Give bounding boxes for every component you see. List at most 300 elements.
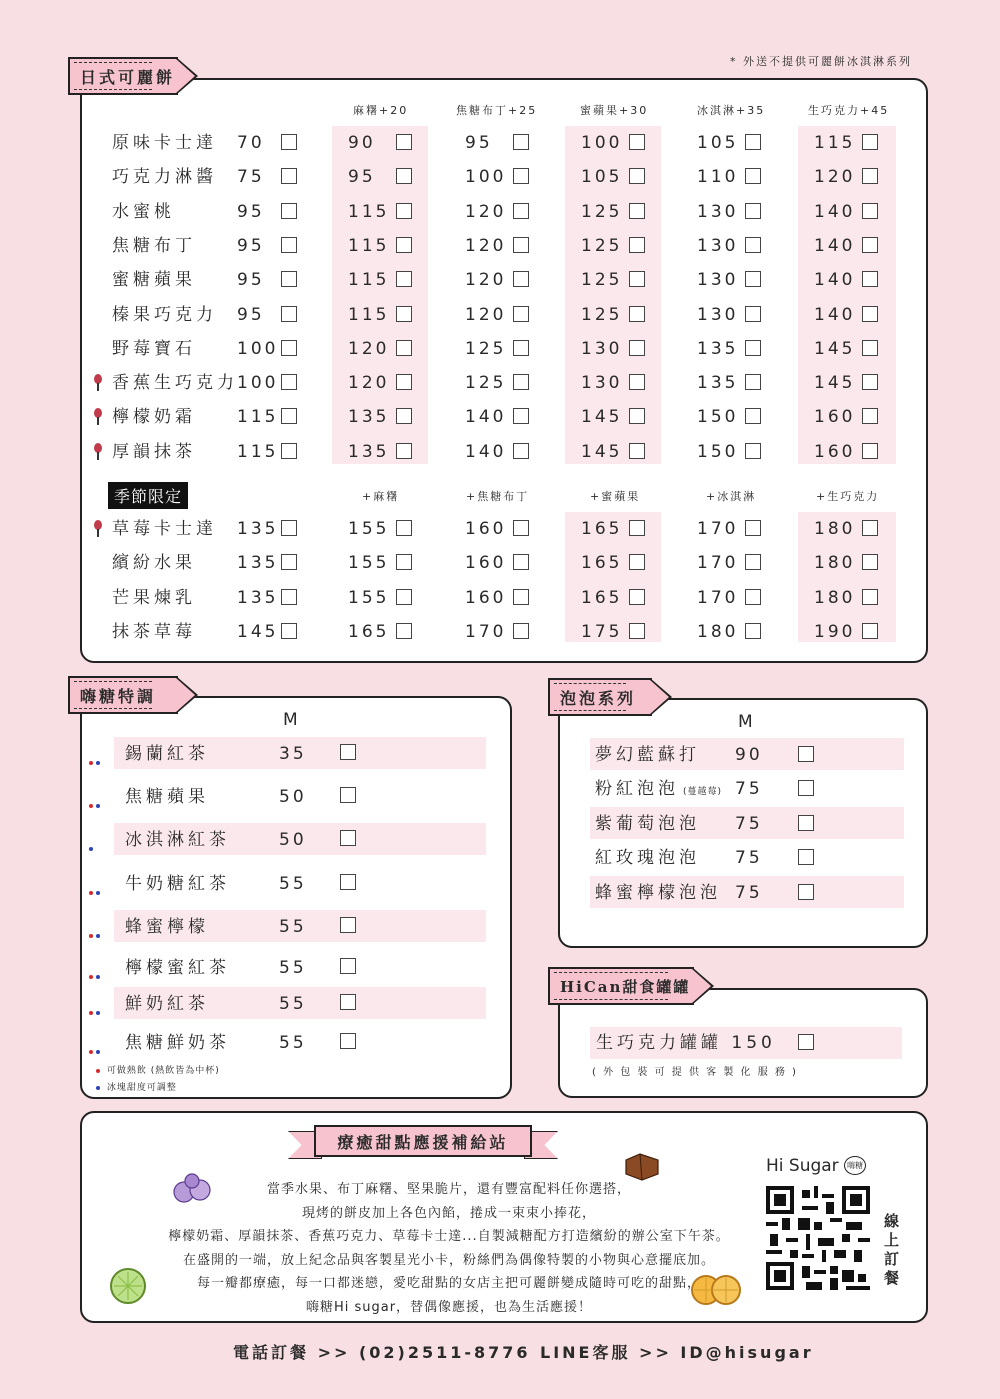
phone-order[interactable]: 電話訂餐 >> (02)2511-8776	[233, 1343, 531, 1362]
checkbox[interactable]	[862, 237, 878, 253]
price: 165	[581, 519, 623, 539]
checkbox[interactable]	[629, 203, 645, 219]
checkbox[interactable]	[629, 520, 645, 536]
price: 170	[465, 621, 507, 642]
drink-dots	[89, 966, 103, 985]
season-price-1-1	[465, 552, 529, 574]
checkbox[interactable]	[396, 520, 412, 536]
price: 120	[465, 304, 507, 325]
crepe-price-7-2	[581, 372, 645, 394]
season-header-1: +焦糖布丁	[466, 490, 530, 503]
checkbox[interactable]	[281, 443, 297, 459]
season-price-2-0	[348, 587, 412, 609]
season-name-1: 繽紛水果	[112, 553, 196, 574]
checkbox[interactable]	[513, 520, 529, 536]
price: 145	[814, 338, 856, 359]
season-price-1-0	[348, 552, 412, 574]
checkbox[interactable]	[862, 408, 878, 424]
season-price-0-1	[465, 518, 529, 540]
price: 115	[348, 235, 390, 256]
checkbox[interactable]	[513, 271, 529, 287]
checkbox[interactable]	[281, 589, 297, 605]
price: 125	[581, 201, 623, 222]
crepe-price-1-2	[581, 166, 645, 188]
checkbox[interactable]	[629, 168, 645, 184]
price: 160	[814, 441, 856, 462]
checkbox[interactable]	[396, 168, 412, 184]
checkbox[interactable]	[745, 134, 761, 150]
price: 140	[814, 235, 856, 256]
checkbox[interactable]	[340, 787, 356, 803]
price: 145	[814, 373, 856, 394]
season-name-2: 芒果煉乳	[112, 587, 196, 608]
crepe-price-6-3	[697, 338, 761, 360]
price: 145	[237, 621, 279, 642]
crepe-header-1: 焦糖布丁+25	[456, 104, 538, 117]
checkbox[interactable]	[862, 306, 878, 322]
season-price-0-0	[348, 518, 412, 540]
season-price-0-4	[814, 518, 878, 540]
drinks-size: M	[283, 710, 298, 730]
crepe-price-6-4	[814, 338, 878, 360]
checkbox[interactable]	[396, 589, 412, 605]
crepe-name-3: 焦糖布丁	[112, 235, 196, 256]
price: 155	[348, 553, 390, 574]
price: 145	[581, 407, 623, 428]
price: 135	[348, 441, 390, 462]
price: 120	[465, 270, 507, 291]
story-banner	[288, 1125, 558, 1163]
checkbox[interactable]	[281, 554, 297, 570]
story-title: 療癒甜點應援補給站	[314, 1125, 532, 1157]
crepe-icon	[93, 520, 103, 542]
price: 95	[348, 167, 376, 188]
checkbox[interactable]	[340, 830, 356, 846]
checkbox[interactable]	[396, 443, 412, 459]
season-price-1-2	[581, 552, 645, 574]
checkbox[interactable]	[281, 374, 297, 390]
checkbox[interactable]	[513, 589, 529, 605]
price: 140	[814, 201, 856, 222]
crepe-price-3-4	[814, 235, 878, 257]
price: 120	[465, 201, 507, 222]
checkbox[interactable]	[396, 554, 412, 570]
jar-checkbox[interactable]	[798, 1033, 814, 1052]
checkbox[interactable]	[340, 1033, 356, 1049]
crepe-base-8	[237, 406, 297, 428]
drink-dots	[89, 752, 103, 771]
story-line-1: 現烤的餅皮加上各色內餡，捲成一束束小捧花，	[301, 1205, 596, 1221]
crepe-base-5	[237, 304, 297, 326]
crepe-price-2-3	[697, 201, 761, 223]
crepe-price-7-3	[697, 372, 761, 394]
price: 115	[237, 407, 279, 428]
checkbox[interactable]	[745, 306, 761, 322]
checkbox[interactable]	[629, 554, 645, 570]
crepe-icon	[93, 374, 103, 396]
crepe-price-8-0	[348, 406, 412, 428]
price: 130	[581, 373, 623, 394]
checkbox[interactable]	[513, 168, 529, 184]
checkbox[interactable]	[629, 589, 645, 605]
checkbox[interactable]	[513, 408, 529, 424]
price: 160	[465, 553, 507, 574]
bubble-price-1: 75	[735, 779, 763, 800]
checkbox[interactable]	[513, 623, 529, 639]
checkbox[interactable]	[281, 271, 297, 287]
checkbox[interactable]	[340, 744, 356, 760]
crepe-name-1: 巧克力淋醬	[112, 167, 217, 188]
checkbox[interactable]	[798, 746, 814, 762]
price: 105	[697, 133, 739, 153]
price: 115	[237, 441, 279, 462]
drink-name-4: 蜂蜜檸檬	[125, 917, 209, 937]
bubble-label: 粉紅泡泡	[595, 779, 679, 800]
season-header-2: +蜜蘋果	[590, 490, 641, 503]
season-base-2	[237, 587, 297, 609]
crepe-base-7	[237, 372, 297, 394]
checkbox[interactable]	[396, 408, 412, 424]
story-line-2: 檸檬奶霜、厚韻抹茶、香蕉巧克力、草莓卡士達...自製減糖配方打造繽紛的辦公室下午茶。	[168, 1229, 730, 1244]
crepe-price-3-3	[697, 235, 761, 257]
checkbox[interactable]	[798, 884, 814, 900]
season-price-3-0	[348, 621, 412, 643]
checkbox[interactable]	[862, 134, 878, 150]
jar-title: HiCan甜食罐罐	[560, 977, 691, 996]
bubble-size: M	[738, 712, 753, 732]
drink-price-6: 55	[279, 994, 307, 1014]
price: 140	[814, 270, 856, 291]
crepe-price-7-0	[348, 372, 412, 394]
checkbox[interactable]	[513, 554, 529, 570]
checkbox[interactable]	[396, 134, 412, 150]
checkbox[interactable]	[513, 340, 529, 356]
price: 165	[581, 587, 623, 608]
drink-price-2: 50	[279, 830, 307, 850]
checkbox[interactable]	[862, 623, 878, 639]
story-line-0: 當季水果、布丁麻糬、堅果脆片，還有豐富配料任你選搭，	[266, 1182, 631, 1197]
crepe-header-0: 麻糬+20	[353, 104, 409, 117]
crepe-price-6-1	[465, 338, 529, 360]
checkbox[interactable]	[396, 237, 412, 253]
checkbox[interactable]	[745, 589, 761, 605]
price: 115	[348, 304, 390, 325]
checkbox[interactable]	[281, 623, 297, 639]
checkbox[interactable]	[862, 589, 878, 605]
price: 75	[237, 167, 265, 188]
bubble-label: 夢幻藍蘇打	[595, 745, 700, 765]
crepe-name-8: 檸檬奶霜	[112, 407, 196, 428]
checkbox[interactable]	[862, 340, 878, 356]
checkbox[interactable]	[396, 271, 412, 287]
drink-dots	[89, 795, 103, 814]
crepe-header-3: 冰淇淋+35	[697, 104, 766, 117]
crepe-price-0-1	[465, 132, 529, 154]
checkbox[interactable]	[340, 917, 356, 933]
crepe-name-7: 香蕉生巧克力	[112, 373, 238, 394]
checkbox[interactable]	[513, 237, 529, 253]
price: 100	[237, 373, 279, 394]
drink-name-6: 鮮奶紅茶	[125, 994, 209, 1014]
crepe-title: 日式可麗餅	[80, 67, 176, 87]
crepe-price-1-4	[814, 166, 878, 188]
checkbox[interactable]	[745, 443, 761, 459]
season-header-4: +生巧克力	[816, 490, 880, 503]
crepe-price-9-2	[581, 441, 645, 463]
crepe-price-0-4	[814, 132, 878, 154]
checkbox[interactable]	[862, 520, 878, 536]
price: 175	[581, 621, 623, 642]
season-price-2-4	[814, 587, 878, 609]
drink-name-2: 冰淇淋紅茶	[125, 830, 230, 850]
price: 170	[697, 553, 739, 574]
checkbox[interactable]	[745, 237, 761, 253]
price: 125	[465, 338, 507, 359]
crepe-price-5-3	[697, 304, 761, 326]
price: 135	[237, 553, 279, 574]
crepe-price-2-2	[581, 201, 645, 223]
bubble-name-4	[595, 882, 721, 904]
price: 135	[237, 519, 279, 539]
price: 160	[814, 407, 856, 428]
jar-note: ( 外 包 裝 可 提 供 客 製 化 服 務 )	[592, 1067, 798, 1078]
checkbox[interactable]	[862, 271, 878, 287]
price: 115	[814, 133, 856, 153]
price: 140	[465, 407, 507, 428]
price: 165	[581, 553, 623, 574]
drink-name-0: 錫蘭紅茶	[125, 744, 209, 764]
price: 100	[581, 133, 623, 153]
bubble-price-4: 75	[735, 882, 763, 903]
crepe-base-9	[237, 441, 297, 463]
crepe-base-6	[237, 338, 297, 360]
crepe-ribbon	[68, 57, 178, 95]
crepe-price-7-4	[814, 372, 878, 394]
crepe-price-8-2	[581, 406, 645, 428]
crepe-price-4-1	[465, 269, 529, 291]
checkbox[interactable]	[513, 374, 529, 390]
price: 125	[581, 235, 623, 256]
checkbox[interactable]	[513, 134, 529, 150]
price: 100	[465, 167, 507, 188]
price: 190	[814, 621, 856, 642]
price: 105	[581, 167, 623, 188]
price: 150	[697, 407, 739, 428]
drink-price-7: 55	[279, 1033, 307, 1053]
price: 155	[348, 519, 390, 539]
price: 170	[697, 519, 739, 539]
checkbox[interactable]	[629, 271, 645, 287]
price: 180	[697, 621, 739, 642]
drink-dots	[89, 925, 103, 944]
season-price-1-3	[697, 552, 761, 574]
bubble-ribbon	[548, 678, 652, 716]
crepe-price-0-2	[581, 132, 645, 154]
crepe-base-0	[237, 132, 297, 154]
checkbox[interactable]	[629, 134, 645, 150]
checkbox[interactable]	[629, 623, 645, 639]
checkbox[interactable]	[745, 340, 761, 356]
checkbox[interactable]	[745, 203, 761, 219]
crepe-price-1-0	[348, 166, 412, 188]
price: 120	[348, 373, 390, 394]
drink-price-4: 55	[279, 917, 307, 937]
drink-dots	[89, 838, 96, 857]
checkbox[interactable]	[629, 443, 645, 459]
checkbox[interactable]	[281, 408, 297, 424]
season-price-2-3	[697, 587, 761, 609]
bubble-label: 紅玫瑰泡泡	[595, 848, 700, 869]
brand-badge: 嗨糖	[844, 1156, 866, 1175]
season-price-3-4	[814, 621, 878, 643]
bubble-price-3: 75	[735, 848, 763, 869]
checkbox[interactable]	[745, 408, 761, 424]
checkbox[interactable]	[513, 306, 529, 322]
price: 160	[465, 587, 507, 608]
price: 130	[697, 201, 739, 222]
checkbox[interactable]	[281, 237, 297, 253]
checkbox[interactable]	[745, 374, 761, 390]
crepe-price-4-0	[348, 269, 412, 291]
crepe-price-0-3	[697, 132, 761, 154]
checkbox[interactable]	[629, 306, 645, 322]
checkbox[interactable]	[396, 306, 412, 322]
checkbox[interactable]	[396, 340, 412, 356]
price: 155	[348, 587, 390, 608]
drink-price-5: 55	[279, 958, 307, 978]
checkbox[interactable]	[862, 168, 878, 184]
checkbox[interactable]	[862, 443, 878, 459]
price: 110	[697, 167, 739, 188]
online-order-label: 線上訂餐	[884, 1212, 900, 1287]
price: 180	[814, 553, 856, 574]
checkbox[interactable]	[862, 374, 878, 390]
crepe-price-4-4	[814, 269, 878, 291]
checkbox[interactable]	[629, 374, 645, 390]
crepe-header-2: 蜜蘋果+30	[580, 104, 649, 117]
season-base-1	[237, 552, 297, 574]
drink-name-3: 牛奶糖紅茶	[125, 874, 230, 894]
drink-dots	[89, 882, 103, 901]
checkbox[interactable]	[513, 203, 529, 219]
drink-name-1: 焦糖蘋果	[125, 787, 209, 807]
drinks-ribbon	[68, 676, 178, 714]
crepe-price-9-3	[697, 441, 761, 463]
story-line-3: 在盛開的一端，放上紀念品與客製星光小卡，粉絲們為偶像特製的小物與心意擺底加。	[182, 1252, 715, 1268]
crepe-price-0-0	[348, 132, 412, 154]
checkbox[interactable]	[281, 520, 297, 536]
price: 180	[814, 587, 856, 608]
checkbox[interactable]	[745, 623, 761, 639]
season-price-1-4	[814, 552, 878, 574]
price: 145	[581, 441, 623, 462]
checkbox[interactable]	[798, 780, 814, 796]
season-price-0-2	[581, 518, 645, 540]
checkbox[interactable]	[629, 340, 645, 356]
price: 130	[697, 270, 739, 291]
crepe-base-1	[237, 166, 297, 188]
line-service[interactable]: LINE客服 >> ID@hisugar	[540, 1343, 814, 1362]
season-name-0: 草莓卡士達	[112, 519, 217, 539]
crepe-name-4: 蜜糖蘋果	[112, 270, 196, 291]
checkbox[interactable]	[798, 849, 814, 865]
checkbox[interactable]	[340, 958, 356, 974]
crepe-price-2-4	[814, 201, 878, 223]
checkbox[interactable]	[745, 168, 761, 184]
checkbox[interactable]	[862, 554, 878, 570]
checkbox[interactable]	[281, 134, 297, 150]
checkbox[interactable]	[396, 374, 412, 390]
crepe-price-1-3	[697, 166, 761, 188]
checkbox[interactable]	[396, 203, 412, 219]
price: 130	[697, 235, 739, 256]
checkbox[interactable]	[745, 520, 761, 536]
checkbox[interactable]	[745, 271, 761, 287]
crepe-price-5-4	[814, 304, 878, 326]
price: 120	[348, 338, 390, 359]
price: 135	[237, 587, 279, 608]
price: 95	[465, 133, 493, 153]
bubble-title: 泡泡系列	[560, 688, 637, 708]
crepe-price-8-4	[814, 406, 878, 428]
checkbox[interactable]	[281, 203, 297, 219]
price: 125	[581, 270, 623, 291]
crepe-price-3-2	[581, 235, 645, 257]
checkbox[interactable]	[629, 237, 645, 253]
bubble-price-2: 75	[735, 813, 763, 834]
price: 120	[814, 167, 856, 188]
legend-hot: 可做熱飲 (熱飲皆為中杯)	[96, 1063, 220, 1076]
checkbox[interactable]	[745, 554, 761, 570]
drinks-title: 嗨糖特調	[80, 686, 157, 706]
checkbox[interactable]	[340, 874, 356, 890]
season-price-2-2	[581, 587, 645, 609]
checkbox[interactable]	[396, 623, 412, 639]
price: 100	[237, 338, 279, 359]
bubble-name-0	[595, 744, 700, 766]
season-header-0: +麻糬	[362, 490, 400, 503]
season-price-2-1	[465, 587, 529, 609]
price: 165	[348, 621, 390, 642]
crepe-price-6-0	[348, 338, 412, 360]
bubble-name-2	[595, 813, 700, 835]
checkbox[interactable]	[798, 815, 814, 831]
drink-price-1: 50	[279, 787, 307, 807]
crepe-price-8-1	[465, 406, 529, 428]
checkbox[interactable]	[513, 443, 529, 459]
price: 140	[814, 304, 856, 325]
story-line-4: 每一瓣都療癒，每一口都迷戀，愛吃甜點的女店主把可麗餅變成隨時可吃的甜點，	[196, 1276, 701, 1291]
season-name-3: 抹茶草莓	[112, 621, 196, 642]
crepe-name-5: 榛果巧克力	[112, 304, 217, 325]
price: 70	[237, 133, 265, 153]
season-price-0-3	[697, 518, 761, 540]
checkbox[interactable]	[862, 203, 878, 219]
crepe-price-5-0	[348, 304, 412, 326]
checkbox[interactable]	[281, 340, 297, 356]
checkbox[interactable]	[281, 306, 297, 322]
checkbox[interactable]	[629, 408, 645, 424]
price: 160	[465, 519, 507, 539]
crepe-name-9: 厚韻抹茶	[112, 441, 196, 462]
price: 130	[697, 304, 739, 325]
checkbox[interactable]	[340, 994, 356, 1010]
drink-price-3: 55	[279, 874, 307, 894]
bubble-label: 蜂蜜檸檬泡泡	[595, 882, 721, 903]
bubble-label: 紫葡萄泡泡	[595, 813, 700, 834]
checkbox[interactable]	[281, 168, 297, 184]
crepe-base-2	[237, 201, 297, 223]
